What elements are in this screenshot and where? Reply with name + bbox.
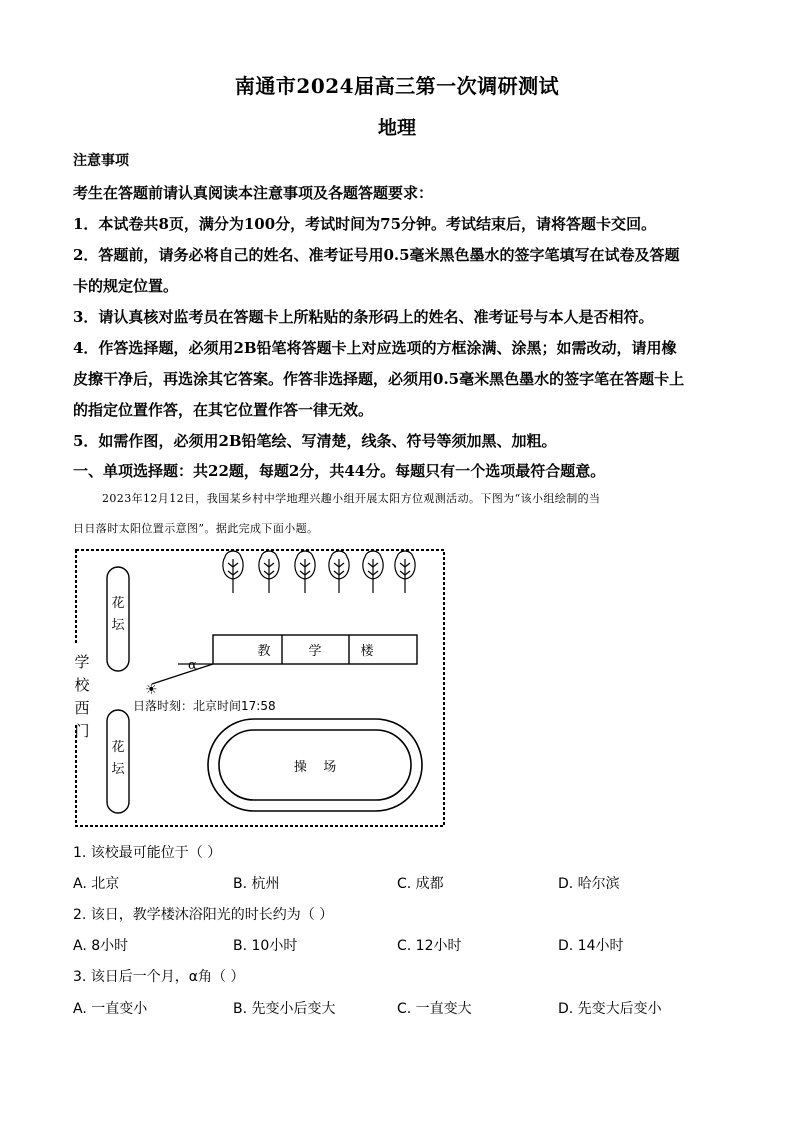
notice-item: 1．本试卷共8页，满分为100分，考试时间为75分钟。考试结束后，请将答题卡交回。	[73, 215, 657, 233]
page-title: 南通市2024届高三第一次调研测试	[234, 74, 560, 98]
option-b: B. 10小时	[233, 938, 298, 954]
notice-intro: 考生在答题前请认真阅读本注意事项及各题答题要求：	[73, 184, 434, 202]
svg-text:操 场: 操 场	[293, 760, 337, 775]
notice-item: 皮擦干净后，再选涂其它答案。作答非选择题，必须用0.5毫米黑色墨水的签字笔在答题卡上	[73, 370, 685, 388]
svg-text:坛: 坛	[111, 618, 125, 633]
sports-field	[208, 719, 422, 811]
question-stem: 1. 该校最可能位于（ ）	[73, 845, 222, 861]
teaching-building	[213, 635, 417, 664]
option-d: D. 哈尔滨	[558, 876, 620, 892]
option-c: C. 12小时	[397, 938, 462, 954]
sunset-time-label: 日落时刻：北京时间17:58	[133, 699, 276, 713]
svg-text:坛: 坛	[111, 762, 125, 777]
school-boundary	[76, 550, 444, 826]
notice-item: 5．如需作图，必须用2B铅笔绘、写清楚，线条、符号等须加黑、加粗。	[73, 432, 557, 450]
option-c: C. 一直变大	[397, 1001, 472, 1017]
option-c: C. 成都	[397, 876, 444, 892]
section-heading: 一、单项选择题：共22题，每题2分，共44分。每题只有一个选项最符合题意。	[73, 462, 606, 480]
passage-line: 日日落时太阳位置示意图”。据此完成下面小题。	[73, 522, 319, 535]
svg-text:花: 花	[111, 740, 125, 755]
subject-title: 地理	[377, 117, 416, 139]
option-d: D. 先变大后变小	[558, 1001, 662, 1017]
option-b: B. 杭州	[233, 876, 280, 892]
option-d: D. 14小时	[558, 938, 624, 954]
notice-item: 3．请认真核对监考员在答题卡上所粘贴的条形码上的姓名、准考证号与本人是否相符。	[73, 308, 654, 326]
tree-row	[223, 551, 415, 593]
alpha-label: α	[188, 658, 197, 673]
option-a: A. 北京	[73, 876, 120, 892]
question-stem: 2. 该日，教学楼沐浴阳光的时长约为（ ）	[73, 907, 334, 923]
svg-text:教: 教	[257, 644, 271, 659]
notice-heading: 注意事项	[73, 153, 129, 169]
svg-text:校: 校	[74, 676, 90, 694]
question-stem: 3. 该日后一个月，α角（ ）	[73, 969, 245, 985]
svg-text:西: 西	[74, 699, 90, 717]
notice-item: 4．作答选择题，必须用2B铅笔将答题卡上对应选项的方框涂满、涂黑；如需改动，请用橡	[73, 339, 677, 357]
sun-ray	[152, 664, 213, 684]
notice-item: 卡的规定位置。	[73, 277, 179, 295]
svg-text:花: 花	[111, 596, 125, 611]
notice-item: 的指定位置作答，在其它位置作答一律无效。	[73, 401, 374, 419]
sunset-position-diagram	[68, 545, 448, 830]
sun-icon: ☀	[145, 682, 158, 698]
svg-text:楼: 楼	[360, 644, 374, 659]
notice-item: 2．答题前，请务必将自己的姓名、准考证号用0.5毫米黑色墨水的签字笔填写在试卷及答题	[73, 246, 680, 264]
option-b: B. 先变小后变大	[233, 1001, 336, 1017]
svg-text:门: 门	[74, 722, 90, 740]
option-a: A. 一直变小	[73, 1001, 148, 1017]
option-a: A. 8小时	[73, 938, 129, 954]
svg-text:学: 学	[308, 644, 322, 659]
svg-text:学: 学	[74, 653, 90, 671]
passage-line: 2023年12月12日，我国某乡村中学地理兴趣小组开展太阳方位观测活动。下图为“该小组绘制的当	[102, 492, 601, 505]
